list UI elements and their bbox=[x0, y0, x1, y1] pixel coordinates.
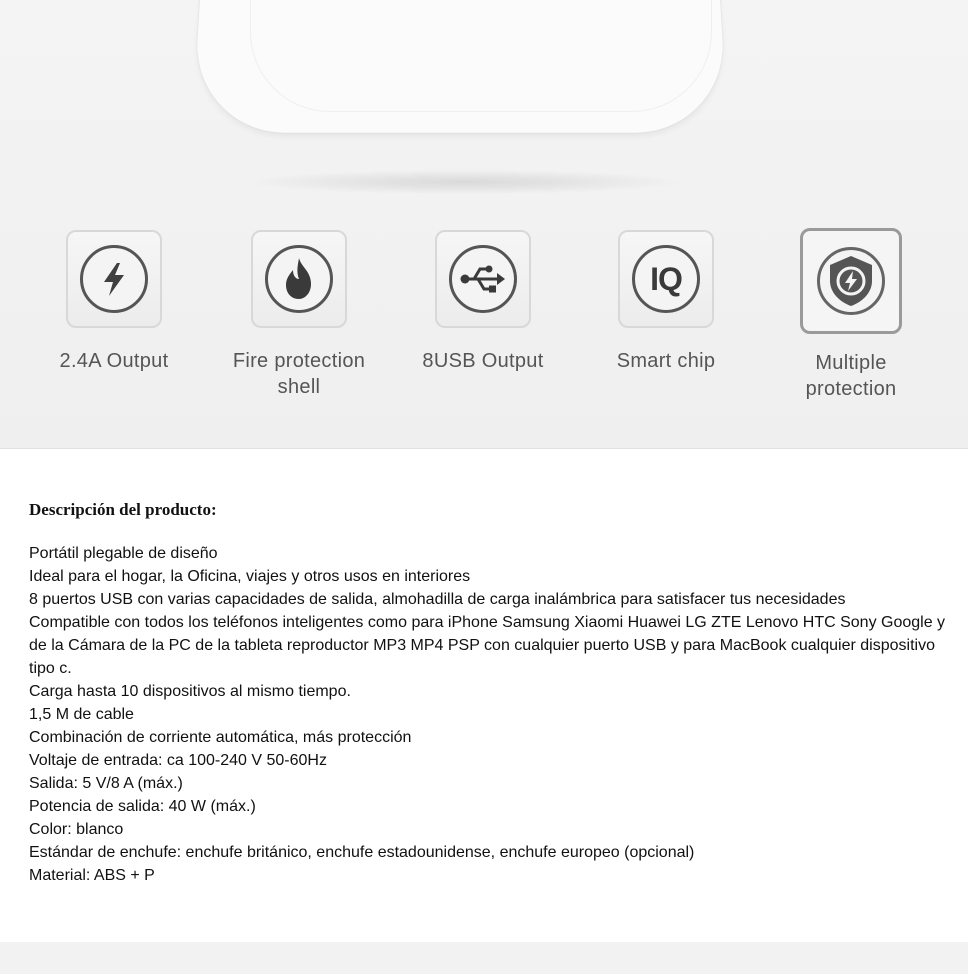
product-shadow bbox=[250, 170, 680, 194]
product-banner bbox=[0, 0, 968, 449]
description-line: Compatible con todos los teléfonos inteligentes como para iPhone Samsung Xiaomi Huawei LG ZTE Lenovo HTC Sony Google y de la Cámara de la PC de la tableta reproductor MP3 MP4 PSP con cualquier puerto USB y para MacBook cualquier dispositivo tipo c. bbox=[29, 614, 946, 677]
charger-product-edge bbox=[250, 0, 712, 112]
feature-tile bbox=[800, 228, 902, 334]
description-line: Potencia de salida: 40 W (máx.) bbox=[29, 798, 256, 815]
description-line: Combinación de corriente automática, más protección bbox=[29, 729, 412, 746]
product-description bbox=[29, 498, 959, 887]
feature-multiple-protection bbox=[761, 228, 941, 402]
description-line: 1,5 M de cable bbox=[29, 706, 134, 723]
feature-tile bbox=[435, 230, 531, 328]
feature-label: Fire protection shell bbox=[232, 350, 366, 398]
feature-tile bbox=[618, 230, 714, 328]
usb-icon bbox=[459, 263, 507, 295]
description-line: Color: blanco bbox=[29, 821, 124, 838]
feature-tile bbox=[251, 230, 347, 328]
description-line: Carga hasta 10 dispositivos al mismo tiempo. bbox=[29, 683, 351, 700]
feature-fire-protection bbox=[209, 230, 389, 400]
description-line: Voltaje de entrada: ca 100-240 V 50-60Hz bbox=[29, 752, 327, 769]
feature-label: Multiple protection bbox=[805, 352, 897, 400]
description-line: Estándar de enchufe: enchufe británico, enchufe estadounidense, enchufe europeo (opcional) bbox=[29, 844, 695, 861]
feature-tile bbox=[66, 230, 162, 328]
description-line: 8 puertos USB con varias capacidades de salida, almohadilla de carga inalámbrica para satisfacer tus necesidades bbox=[29, 591, 846, 608]
footer-divider-bar bbox=[0, 942, 968, 974]
description-line: Ideal para el hogar, la Oficina, viajes y otros usos en interiores bbox=[29, 568, 471, 585]
feature-smart-chip bbox=[576, 230, 756, 374]
description-line: Portátil plegable de diseño bbox=[29, 545, 218, 562]
feature-label: 8USB Output bbox=[422, 350, 544, 372]
shield-lightning-icon bbox=[825, 253, 877, 309]
description-line: Material: ABS + P bbox=[29, 867, 155, 884]
description-line: Salida: 5 V/8 A (máx.) bbox=[29, 775, 183, 792]
feature-label: 2.4A Output bbox=[59, 350, 169, 372]
feature-usb-output bbox=[393, 230, 573, 374]
fire-icon bbox=[277, 255, 321, 303]
lightning-icon bbox=[94, 259, 134, 299]
iq-chip-icon: IQ bbox=[650, 260, 682, 297]
feature-label: Smart chip bbox=[616, 350, 716, 372]
description-list bbox=[29, 542, 959, 887]
feature-output bbox=[24, 230, 204, 374]
description-title: Descripción del producto: bbox=[29, 500, 217, 519]
